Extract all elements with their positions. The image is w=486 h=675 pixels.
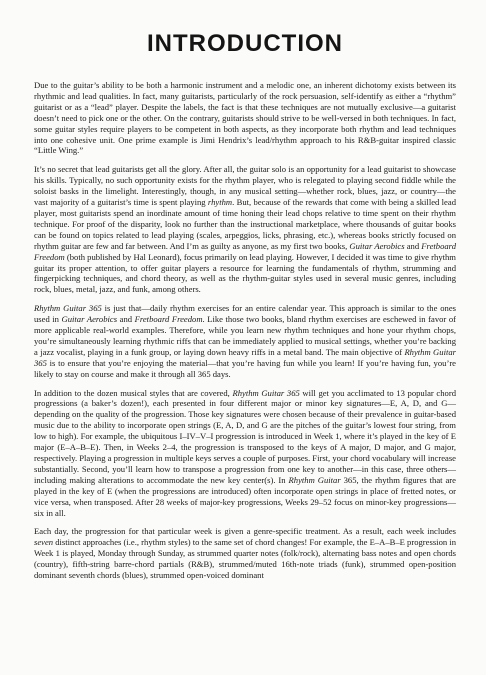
text-run: (both published by Hal Leonard), focus primarily on lead playing. However, I decided it was time to give rhythm guitar its proper attention, to offer guitar players a resource for learning the fundamentals of rhythm, strumming and fingerpicking techniques, and chord theory, as well as the rhythm-guitar styles used in several music genres, including rock, blues, metal, jazz, and funk, among others. [34,251,456,295]
italic-text: Guitar Aerobics [61,314,118,325]
paragraph-1 [34,80,456,156]
italic-text: Fretboard Freedom [34,240,456,262]
paragraph-2 [34,164,456,295]
page-title: INTRODUCTION [147,30,343,57]
italic-text: Guitar Aerobics [349,240,405,251]
italic-text: seven [34,537,54,548]
paragraph-3 [34,303,456,379]
italic-text: Rhythm Guitar 365 [34,346,456,368]
text-run: In addition to the dozen musical styles that are covered, [34,387,233,398]
text-run: Each day, the progression for that particular week is given a genre-specific treatment. As a result, each week includes [34,526,456,537]
italic-text: Fretboard Freedom [134,314,203,325]
text-run: . Like those two books, bland rhythm exercises are eschewed in favor of more applicable real-world examples. Therefore, while you learn new rhythm techniques and hone your rhythm chops, you’re simultaneously learning rhythmic riffs that can be immediately applied to musical settings, whether you’re backing a jazz vocalist, playing in a funk group, or laying down heavy riffs in a metal band. The main objective of [34,314,456,357]
text-run: distinct approaches (i.e., rhythm styles) to the same set of chord changes! For example, the E–A–B–E progression in Week 1 is played, Monday through Sunday, as strummed quarter notes (folk/rock), alternating bass notes and open chords (country), fifth-string barre-chord partials (R&B), strummed/muted 16th-note triads (funk), strummed open-position dominant seventh chords (blues), strummed open-voiced dominant [34,537,456,581]
text-run: is to ensure that you’re enjoying the material—that you’re having fun while you learn! If you’re having fun, you’re likely to stay on course and make it through all 365 days. [34,357,456,379]
italic-text: Rhythm Guitar [288,474,341,485]
text-run: and [404,240,422,251]
text-run: It’s no secret that lead guitarists get all the glory. After all, the guitar solo is an opportunity for a lead guitarist to showcase his skills. Typically, no such opportunity exists for the rhythm player, who is relegated to playing second fiddle while the soloist basks in the limelight. Interestingly, though, in any musical setting—whether rock, blues, jazz, or country—the vast majority of a guitarist’s time is spent playing [34,164,456,208]
text-run: Due to the guitar’s ability to be both a harmonic instrument and a melodic one, an inherent dichotomy exists between its rhythmic and lead qualities. In fact, many guitarists, particularly of the rock persuasion, self-identify as either a “rhythm” guitarist or as a “lead” player. Despite the labels, the fact is that these techniques are not mutually exclusive—a guitarist doesn’t need to pick one or the other. On the contrary, guitarists should strive to be well-versed in both techniques. In fact, some guitar styles require players to be competent in both aspects, as they incorporate both rhythm and lead techniques into one cohesive unit. One prime example is Jimi Hendrix’s lead/rhythm approach to his R&B-guitar inspired classic “Little Wing.” [34,80,456,156]
italic-text: Rhythm Guitar 365 [232,387,300,398]
text-run: and [117,314,135,325]
italic-text: rhythm [207,197,233,208]
body-text [34,80,456,581]
text-run: will get you acclimated to 13 popular chord progressions (a baker’s dozen!), each presented in four different major or minor key signatures—E, A, D, and G—depending on the quality of the progression. Those key signatures were chosen because of their prevalence in guitar-based music due to the ability to incorporate open strings (E, A, D, and G are the pitches of the guitar’s lowest four string, from low to high). For example, the ubiquitous I–IV–V–I progression is introduced in Week 1, where it’s played in the key of E major (E–A–B–E). Then, in Weeks 2–4, the progression is transposed to the keys of A major, D major, and G major, respectively. Playing a progression in multiple keys serves a couple of purposes. First, your chord vocabulary will increase substantially. Second, you’ll learn how to transpose a progression from one key to another—in this case, three others—including making alterations to accommodate the new key center(s). In [34,387,456,485]
italic-text: Rhythm Guitar 365 [34,303,102,314]
text-run: . But, because of the rewards that come with being a skilled lead player, most guitarists spend an inordinate amount of time honing their lead chops relative to time spent on their rhythm technique. For proof of the disparity, look no further than the instructional marketplace, where thousands of guitar books can be found on topics related to lead playing (scales, arpeggios, licks, phrasing, etc.), whereas books strictly focused on rhythm guitar are few and far between. And I’m as guilty as anyone, as my first two books, [34,197,456,251]
text-run: 365, the rhythm figures that are played in the key of E (when the progressions are introduced) often incorporate open strings in place of fretted notes, or vice versa, when transposed. After 28 weeks of major-key progressions, Weeks 29–52 focus on minor-key progressions—six in all. [34,474,456,518]
paragraph-5 [34,526,456,581]
text-run: is just that—daily rhythm exercises for an entire calendar year. This approach is similar to the ones used in [34,303,457,325]
paragraph-4 [34,388,456,519]
